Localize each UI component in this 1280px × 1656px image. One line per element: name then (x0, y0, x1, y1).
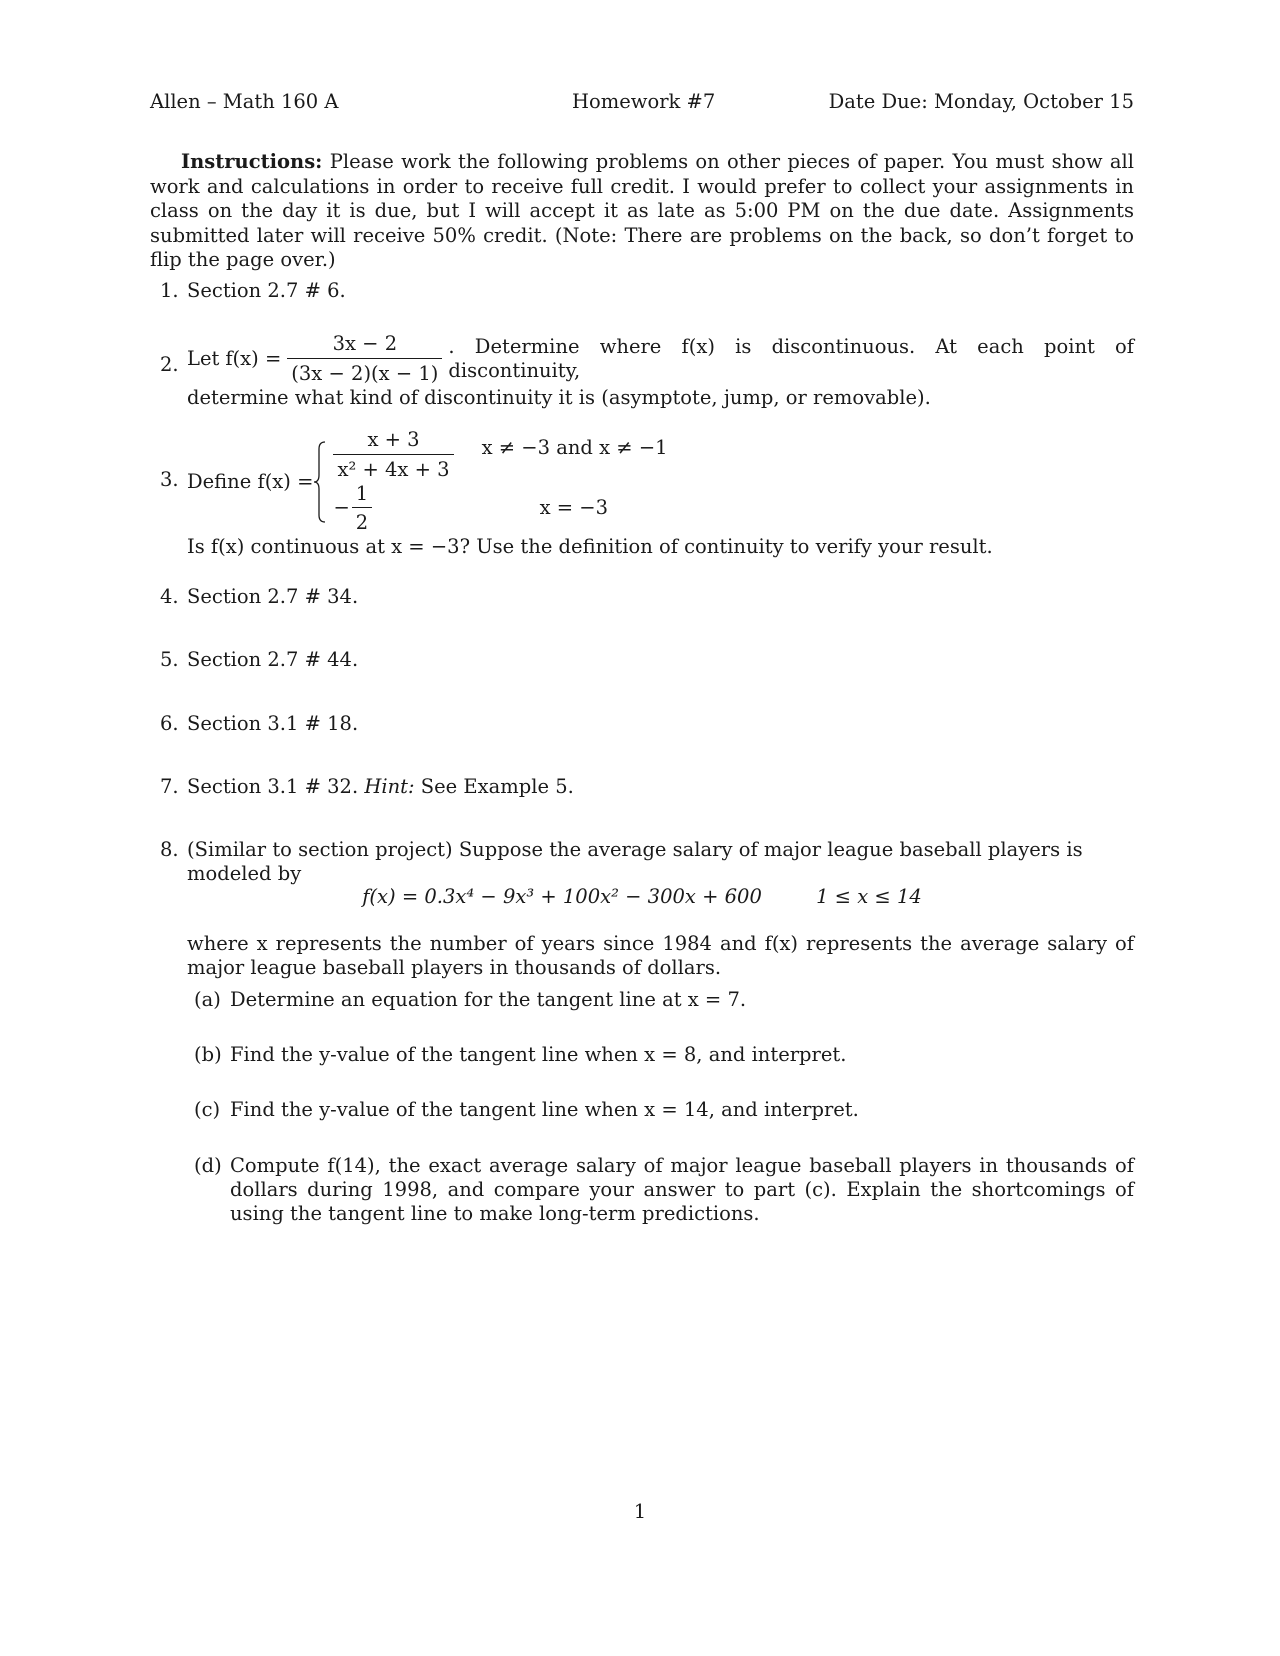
page-number: 1 (633, 1500, 647, 1523)
part-label: (d) (194, 1154, 222, 1177)
problem-number: 5. (160, 648, 179, 671)
left-brace-icon (313, 441, 327, 523)
problem-text: Section 3.1 # 32. (187, 775, 359, 798)
fraction-numerator: 3x − 2 (332, 332, 398, 355)
model-equation: f(x) = 0.3x⁴ − 9x³ + 100x² − 300x + 600 (362, 885, 762, 908)
model-domain: 1 ≤ x ≤ 14 (816, 885, 922, 908)
hint-label: Hint: (364, 775, 415, 798)
course-label: Allen – Math 160 A (150, 90, 339, 113)
problem-number: 4. (160, 585, 179, 608)
problem-number: 8. (160, 838, 179, 861)
problem-6 (150, 712, 1134, 736)
piecewise-cases (327, 428, 667, 535)
problem-number: 1. (160, 279, 179, 302)
page-header (150, 90, 1134, 114)
piecewise-definition (187, 428, 1134, 535)
rational-function (287, 332, 442, 386)
problem-2-line2: determine what kind of discontinuity it is (asymptote, jump, or removable). (187, 385, 931, 409)
part-text: Compute f(14), the exact average salary of major league baseball players in thousands of dollars during 1998, and compare your answer to part (c). Explain the shortcomings of using the tangent line to make long-term predictions. (230, 1154, 1134, 1225)
instructions-text: Please work the following problems on other pieces of paper. You must show all work and calculations in order to receive full credit. I would prefer to collect your assignments in class on the day it is due, but I will accept it as late as 5:00 PM on the due date. Assignments submitted later will receive 50% credit. (Note: There are problems on the back, so don’t forget to flip the page over.) (150, 150, 1134, 271)
problem-7 (150, 775, 1134, 799)
part-c (194, 1098, 1134, 1122)
part-label: (b) (194, 1043, 222, 1066)
case-2-expression (333, 482, 459, 536)
problem-8 (150, 838, 1134, 1238)
part-b (194, 1043, 1134, 1067)
instructions-label: Instructions: (181, 150, 323, 173)
case-2-sign: − (333, 496, 350, 520)
problem-3-question: Is f(x) continuous at x = −3? Use the definition of continuity to verify your result. (187, 535, 993, 559)
case-1-denominator: x² + 4x + 3 (333, 454, 453, 482)
part-d (194, 1154, 1134, 1226)
problem-number: 7. (160, 775, 179, 798)
part-text: Find the y-value of the tangent line when x = 8, and interpret. (230, 1043, 847, 1066)
case-1-condition: x ≠ −3 and x ≠ −1 (481, 435, 668, 459)
problem-1 (150, 279, 1134, 303)
function-f-of-x: f(x) = (225, 346, 282, 370)
problem-text: Section 2.7 # 44. (187, 648, 359, 671)
fraction-denominator: (3x − 2)(x − 1) (287, 358, 442, 386)
part-label: (c) (194, 1098, 221, 1121)
case-2-numerator: 1 (355, 481, 369, 505)
problem-text: Section 2.7 # 34. (187, 585, 359, 608)
problem-number: 6. (160, 712, 179, 735)
instructions-paragraph (150, 150, 1134, 273)
problem-number: 2. (160, 353, 179, 376)
due-date: Date Due: Monday, October 15 (828, 90, 1134, 113)
problem-2 (150, 332, 1134, 409)
problem-3 (150, 428, 1134, 559)
case-2-condition: x = −3 (539, 496, 609, 520)
problem-text: Section 3.1 # 18. (187, 712, 359, 735)
part-text: Find the y-value of the tangent line when x = 14, and interpret. (230, 1098, 859, 1121)
problem-text: Section 2.7 # 6. (187, 279, 346, 302)
problem-8-intro: (Similar to section project) Suppose the average salary of major league baseball players is modeled by (187, 838, 1083, 885)
problem-2-line1 (187, 332, 1134, 386)
piecewise-lead: Define f(x) = (187, 469, 314, 493)
case-2-denominator: 2 (352, 507, 372, 535)
hint-text: See Example 5. (420, 775, 574, 798)
problem-4 (150, 585, 1134, 609)
problem-7-text (187, 775, 1134, 799)
part-text: Determine an equation for the tangent line at x = 7. (230, 988, 747, 1011)
part-label: (a) (194, 988, 221, 1011)
part-a (194, 988, 1134, 1012)
problem-2-lead: Let (187, 346, 220, 370)
problem-2-continuation: . Determine where f(x) is discontinuous. At each point of discontinuity, (448, 335, 1134, 382)
salary-model-equation (150, 885, 1134, 909)
homework-title: Homework #7 (572, 90, 716, 113)
problem-8-where: where x represents the number of years since 1984 and f(x) represents the average salary of major league baseball players in thousands of dollars. (187, 932, 1134, 979)
case-1-expression (333, 428, 453, 482)
case-1-numerator: x + 3 (367, 428, 420, 451)
problem-number: 3. (160, 468, 179, 491)
problem-5 (150, 648, 1134, 672)
